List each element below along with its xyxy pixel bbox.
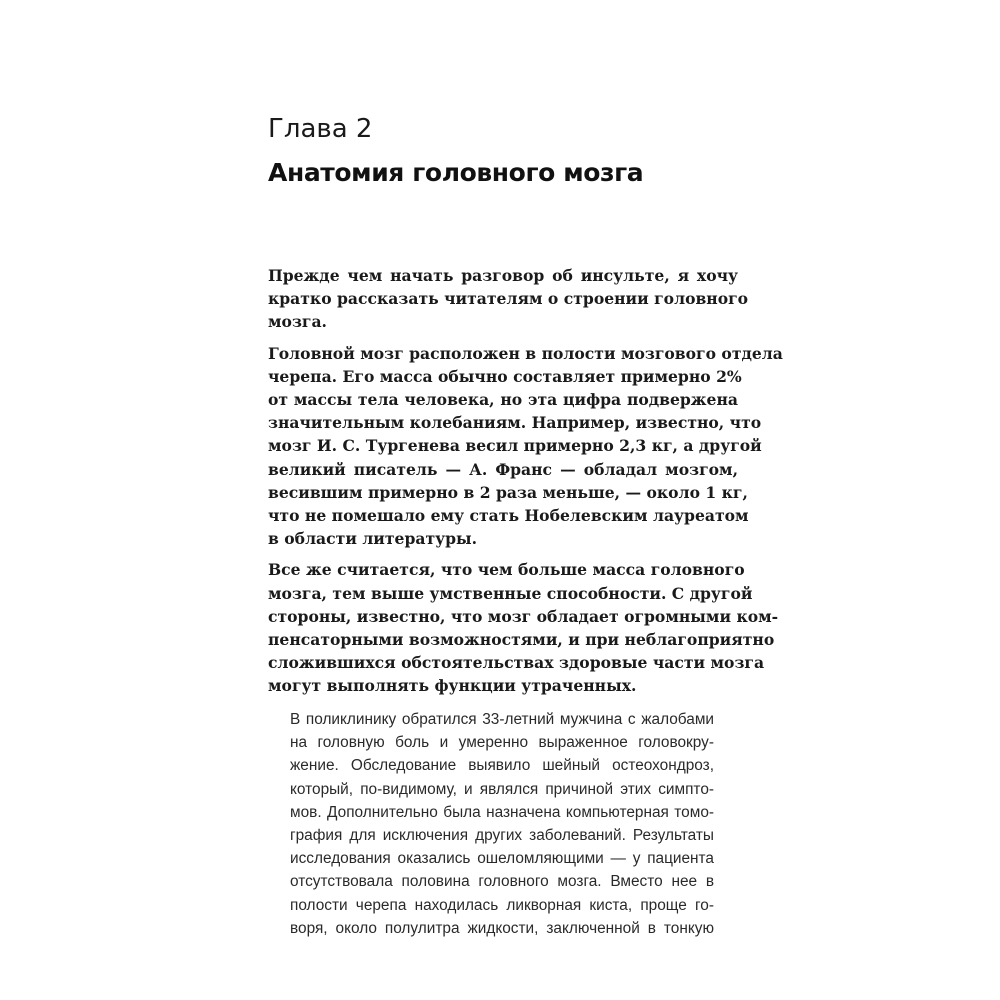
- text-line: пенсаторными возможностями, и при неблагоприятно: [268, 630, 775, 650]
- case-line: на головную боль и умеренно выраженное головокру-: [290, 734, 714, 752]
- text-line: черепа. Его масса обычно составляет примерно 2%: [268, 366, 742, 386]
- text-line: весившим примерно в 2 раза меньше, — около 1 кг,: [268, 482, 748, 502]
- case-study-text: [290, 708, 714, 940]
- text-line: стороны, известно, что мозг обладает огромными ком-: [268, 606, 779, 626]
- case-line: который, по-видимому, и являлся причиной этих симпто-: [290, 780, 714, 798]
- case-line: графия для исключения других заболеваний. Результаты: [290, 827, 714, 845]
- text-line: мозга, тем выше умственные способности. С другой: [268, 583, 753, 603]
- text-line: Все же считается, что чем больше масса головного: [268, 560, 745, 580]
- text-line: что не помешало ему стать Нобелевским лауреатом: [268, 506, 749, 526]
- body-text: [268, 264, 783, 706]
- case-line: исследования оказались ошеломляющими — у пациента: [290, 850, 714, 868]
- text-line: мозга.: [268, 312, 327, 332]
- paragraph-3: [268, 558, 779, 697]
- paragraph-2: [268, 342, 783, 551]
- text-line: сложившихся обстоятельствах здоровые части мозга: [268, 653, 765, 673]
- case-line: жение. Обследование выявило шейный остеохондроз,: [290, 757, 714, 775]
- text-line: мозг И. С. Тургенева весил примерно 2,3 кг, а другой: [268, 436, 762, 456]
- text-line: великий писатель — А. Франс — обладал мозгом,: [268, 459, 738, 479]
- text-line: могут выполнять функции утраченных.: [268, 676, 637, 696]
- paragraph-1: [268, 264, 749, 334]
- case-line: воря, около полулитра жидкости, заключенной в тонкую: [290, 919, 714, 937]
- case-line: мов. Дополнительно была назначена компьютерная томо-: [290, 803, 714, 821]
- text-line: кратко рассказать читателям о строении головного: [268, 289, 749, 309]
- text-line: значительным колебаниям. Например, известно, что: [268, 413, 762, 433]
- case-line: полости черепа находилась ликворная киста, проще го-: [290, 896, 714, 914]
- chapter-title: Анатомия головного мозга: [268, 158, 644, 187]
- case-line: В поликлинику обратился 33-летний мужчина с жалобами: [290, 711, 714, 728]
- text-line: Прежде чем начать разговор об инсульте, я хочу: [268, 266, 738, 285]
- text-line: от массы тела человека, но эта цифра подвержена: [268, 390, 738, 410]
- text-line: в области литературы.: [268, 529, 478, 549]
- text-line: Головной мозг расположен в полости мозгового отдела: [268, 343, 783, 363]
- case-line: отсутствовала половина головного мозга. Вместо нее в: [290, 873, 714, 891]
- chapter-label: Глава 2: [268, 114, 373, 144]
